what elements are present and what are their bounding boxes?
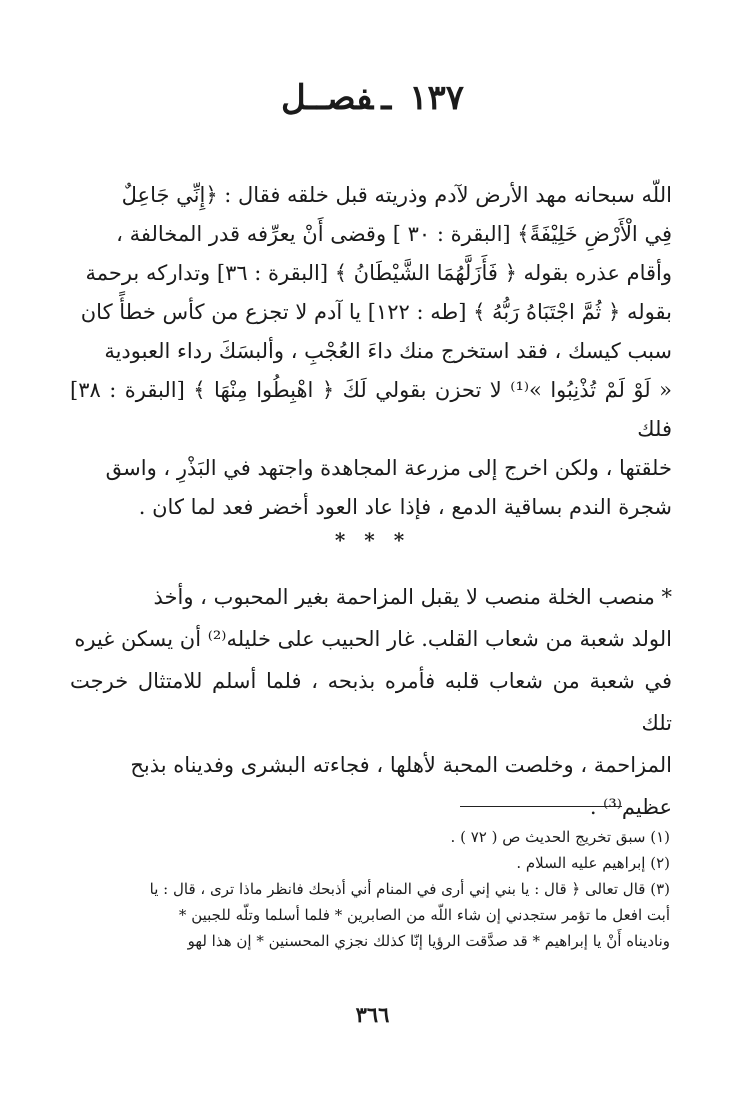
footnote-divider <box>460 806 622 807</box>
text-line: سبب كيسك ، فقد استخرج منك داءَ العُجْبِ ، وألبسَكَ رداء العبودية <box>104 339 672 363</box>
page-number: ٣٦٦ <box>355 1002 390 1027</box>
footnote-2: (٢) إبراهيم عليه السلام . <box>516 854 670 872</box>
text-line: خلقتها ، ولكن اخرج إلى مزرعة المجاهدة واجتهد في البَذْرِ ، واسق <box>105 456 672 480</box>
footnote-3: (٣) قال تعالى ﴿ قال : يا بني إني أرى في المنام أني أذبحك فانظر ماذا ترى ، قال : يا <box>149 880 670 898</box>
section-separator: * * * <box>334 528 411 552</box>
text-line: عظيم⁽³⁾ . <box>589 795 672 819</box>
text-line: اللّه سبحانه مهد الأرض لآدم وذريته قبل خلقه فقال : ﴿إِنِّي جَاعِلٌ <box>121 183 672 207</box>
text-line: بقوله ﴿ ثُمَّ اجْتَبَاهُ رَبُّهُ ﴾ [طه : ١٢٢] يا آدم لا تجزع من كأس خطأً كان <box>80 300 672 324</box>
paragraph-2 <box>70 576 672 828</box>
chapter-heading <box>0 78 745 118</box>
footnote-3-continued: وناديناه أَنْ يا إبراهيم * قد صدَّقت الرؤيا إنّا كذلك نجزي المحسنين * إن هذا لهو <box>187 932 670 950</box>
chapter-word: فصــل <box>280 78 374 118</box>
chapter-number: ١٣٧ <box>409 78 465 118</box>
text-line: في شعبة من شعاب قلبه فأمره بذبحه ، فلما أسلم للامتثال خرجت تلك <box>70 669 672 735</box>
paragraph-1 <box>70 176 672 527</box>
footnote-3-continued: أبت افعل ما تؤمر ستجدني إن شاء اللّه من الصابرين * فلما أسلما وتلّه للجبين * <box>178 906 670 924</box>
text-line: وأقام عذره بقوله ﴿ فَأَزَلَّهُمَا الشَّيْطَانُ ﴾ [البقرة : ٣٦] وتداركه برحمة <box>85 261 672 285</box>
footnotes <box>70 824 670 954</box>
heading-dash: ـ <box>381 78 392 118</box>
text-line: شجرة الندم بساقية الدمع ، فإذا عاد العود أخضر فعد لما كان . <box>138 495 672 519</box>
text-line: « لَوْ لَمْ تُذْنِبُوا »⁽¹⁾ لا تحزن بقولي لَكَ ﴿ اهْبِطُوا مِنْهَا ﴾ [البقرة : ٣٨] فلك <box>70 378 673 441</box>
text-line: الولد شعبة من شعاب القلب. غار الحبيب على خليله⁽²⁾ أن يسكن غيره <box>74 627 672 651</box>
footnote-1: (١) سبق تخريج الحديث ص ( ٧٢ ) . <box>450 828 670 846</box>
text-line: فِي الْأَرْضِ خَلِيْفَةً﴾ [البقرة : ٣٠ ] وقضى أَنْ يعرِّفه قدر المخالفة ، <box>116 222 672 246</box>
text-line: المزاحمة ، وخلصت المحبة لأهلها ، فجاءته البشرى وفديناه بذبح <box>130 753 672 777</box>
text-line: * منصب الخلة منصب لا يقبل المزاحمة بغير المحبوب ، وأخذ <box>153 585 672 609</box>
